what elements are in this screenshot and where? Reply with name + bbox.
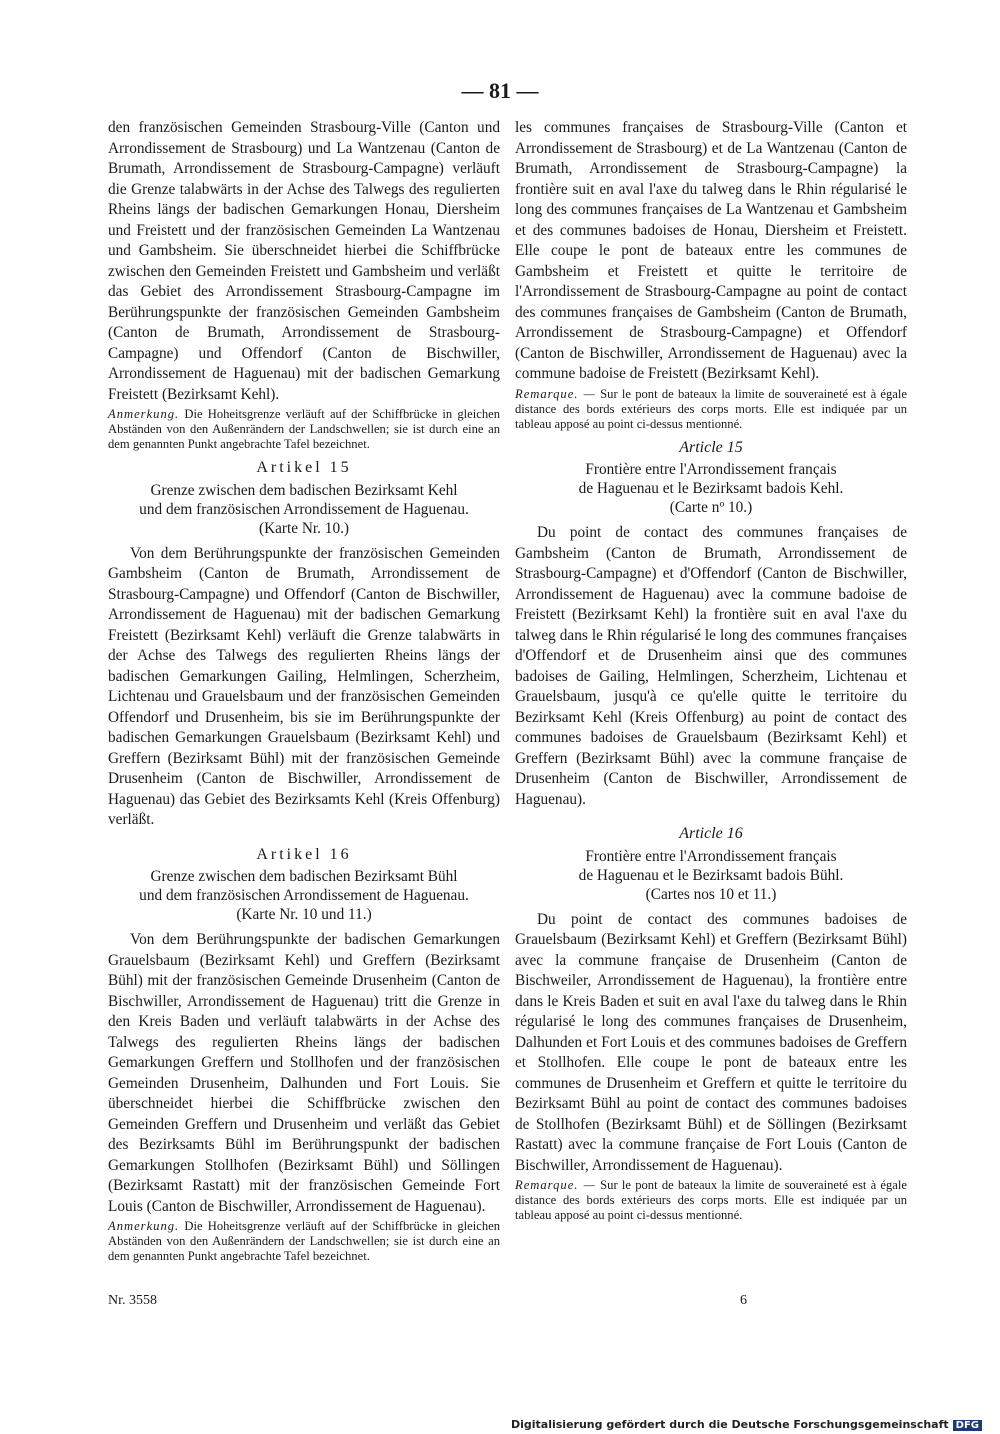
french-art15-line2: de Haguenau et le Bezirksamt badois Kehl. [578,480,844,497]
french-note-1-label: Remarque. — [515,386,596,401]
german-art16-line1: Grenze zwischen dem badischen Bezirksamt Bühl [150,868,458,885]
french-art15-line3: (Carte nº 10.) [669,499,753,516]
german-article-16-title [108,867,500,924]
french-note-2-label: Remarque. — [515,1178,596,1192]
dfg-credit [511,1418,982,1431]
german-note-2-text: Die Hoheitsgrenze verläuft auf der Schiffbrücke in gleichen Abständen von den Außenrändern der Landschwellen; sie ist durch eine an dem genannten Punkt angebrachte Tafel bezeichnet. [108,1219,501,1263]
french-article-16-title [515,847,907,904]
french-article-16-heading: Article 16 [679,825,743,842]
french-note-2-text: Sur le pont de bateaux la limite de souveraineté est à égale distance des bords extérieurs des corps morts. Elle est indiquée par un tableau apposé au point ci-dessus mentionné. [515,1178,907,1222]
german-art16-line3: (Karte Nr. 10 und 11.) [236,906,372,923]
german-note-1-text: Die Hoheitsgrenze verläuft auf der Schiffbrücke in gleichen Abständen von den Außenrändern der Landschwellen; sie ist durch eine an dem genannten Punkt angebrachte Tafel bezeichnet. [108,407,501,451]
german-article-15-title [108,481,500,538]
french-note-1 [515,387,907,432]
german-note-1 [108,407,500,452]
french-paragraph-3: Du point de contact des communes badoises de Grauelsbaum (Bezirksamt Kehl) et Greffern (Bezirksamt Bühl) avec la commune française de Drusenheim (Canton de Bischweiler, Arrondissement de Haguenau), la frontière entre dans le Kreis Baden et suit en aval l'axe du talweg dans le Rhin régularisé le long des communes françaises de Drusenheim, Dalhunden et Fort Louis et des communes badoises de Greffern et Stollhofen. Elle coupe le pont de bateaux entre les communes de Drusenheim et Greffern et quitte le territoire du Bezirksamt Bühl au point de contact des communes badoises de Stollhofen (Bezirksamt Bühl) et de Söllingen (Bezirksamt Rastatt) avec la commune française de Fort Louis (Canton de Bischwiller, Arrondissement de Haguenau). [515,910,907,1174]
french-art16-line1: Frontière entre l'Arrondissement français [585,847,837,865]
page-number: — 81 — [461,78,539,103]
german-paragraph-3: Von dem Berührungspunkte der badischen Gemarkungen Grauelsbaum (Bezirksamt Kehl) und Greffern (Bezirksamt Bühl) mit der französischen Gemeinde Drusenheim (Canton de Bischwiller, Arrondissement de Haguenau) tritt die Grenze in den Kreis Baden und verläuft talabwärts in der Achse des Talwegs des regulierten Rheins längs der badischen Gemarkungen Greffern und Stollhofen und der französischen Gemeinden Drusenheim, Dalhunden und Fort Louis. Sie überschneidet hierbei die Schiffbrücke zwischen den Gemeinden Greffern und Drusenheim und verläßt das Gebiet des Bezirksamts Bühl im Berührungspunkt der badischen Gemarkungen Stollhofen (Bezirksamt Bühl) und Söllingen (Bezirksamt Rastatt) mit der französischen Gemeinde Fort Louis (Canton de Bischwiller, Arrondissement de Haguenau). [108,931,500,1215]
french-art16-line2: de Haguenau et le Bezirksamt badois Bühl. [578,866,844,884]
french-article-15-title [515,460,907,517]
french-art15-line1: Frontière entre l'Arrondissement français [585,461,837,478]
french-paragraph-1: les communes françaises de Strasbourg-Ville (Canton et Arrondissement de Strasbourg) et de La Wantzenau (Canton de Brumath, Arrondissement de Strasbourg-Campagne) la frontière suit en aval l'axe du talweg dans le Rhin régularisé le long des communes françaises de La Wantzenau et Gambsheim et des communes badoises de Honau, Diersheim et Freistett. Elle coupe le pont de bateaux entre les communes de Gambsheim et Freistett et quitte le territoire de l'Arrondissement de Strasbourg-Campagne au point de contact des communes françaises de Gambsheim (Canton de Brumath, Arrondissement de Strasbourg-Campagne) et Offendorf (Canton de Bischwiller, Arrondissement de Haguenau) avec la commune badoise de Freistett (Bezirksamt Kehl). [515,119,907,382]
german-paragraph-2: Von dem Berührungspunkte der französischen Gemeinden Gambsheim (Canton de Brumath, Arrondissement de Strasbourg-Campagne) und Offendorf (Canton de Bischwiller, Arrondissement de Haguenau) mit der badischen Gemarkung Freistett (Bezirksamt Kehl) verläuft die Grenze talabwärts in der Achse des Talwegs des regulierten Rheins längs der badischen Gemarkungen Gailing, Helmlingen, Scherzheim, Lichtenau und Grauelsbaum und der französischen Gemeinden Offendorf und Drusenheim, bis sie im Berührungspunkte der badischen Gemarkungen Grauelsbaum (Bezirksamt Kehl) und Greffern (Bezirksamt Bühl) mit der französischen Gemeinde Drusenheim (Canton de Bischwiller, Arrondissement de Haguenau) das Gebiet des Bezirksamts Kehl (Kreis Offenburg) verläßt. [108,544,500,828]
german-column [108,118,500,1268]
dfg-logo-icon: DFG [953,1420,982,1431]
german-article-15-heading: Artikel 15 [256,459,352,476]
french-art16-line3: (Cartes nos 10 et 11.) [645,885,777,903]
french-column [515,118,907,1227]
german-art15-line1: Grenze zwischen dem badischen Bezirksamt Kehl [150,481,458,499]
german-note-2 [108,1219,500,1264]
french-paragraph-2: Du point de contact des communes françaises de Gambsheim (Canton de Brumath, Arrondissement de Strasbourg-Campagne) et d'Offendorf (Canton de Bischwiller, Arrondissement de Haguenau) avec la commune badoise de Freistett (Bezirksamt Kehl) la frontière suit en aval l'axe du talweg dans le Rhin régularisé le long des communes françaises d'Offendorf et de Drusenheim ainsi que des communes badoises de Gailing, Helmlingen, Scherzheim, Lichtenau et Grauelsbaum, jusqu'à ce qu'elle quitte le territoire du Bezirksamt Kehl (Kreis Offenburg) au point de contact des communes badoises de Grauelsbaum (Bezirksamt Kehl) et Greffern (Bezirksamt Bühl) avec la commune française de Drusenheim (Canton de Bischwiller, Arrondissement de Haguenau). [515,524,907,808]
french-note-1-text: Sur le pont de bateaux la limite de souveraineté est à égale distance des bords extérieurs des corps morts. Elle est indiquée par un tableau apposé au point ci-dessus mentionné. [515,386,907,431]
dfg-credit-text: Digitalisierung gefördert durch die Deutsche Forschungsgemeinschaft [510,1418,949,1431]
document-number: Nr. 3558 [108,1293,157,1308]
german-article-16-heading: Artikel 16 [256,845,352,863]
german-art15-line2: und dem französischen Arrondissement de Haguenau. [139,500,469,518]
german-paragraph-1: den französischen Gemeinden Strasbourg-Ville (Canton und Arrondissement de Strasbourg) und La Wantzenau (Canton de Brumath, Arrondissement de Strasbourg-Campagne) verläuft die Grenze talabwärts in der Achse des Talwegs des regulierten Rheins längs der badischen Gemarkungen Honau, Diersheim und Freistett und der französischen Gemeinden La Wantzenau und Gambsheim. Sie überschneidet hierbei die Schiffbrücke zwischen den Gemeinden Freistett und Gambsheim und verläßt das Gebiet des Arrondissement Strasbourg-Campagne im Berührungspunkte der französischen Gemeinden Gambsheim (Canton de Brumath, Arrondissement de Strasbourg-Campagne) und Offendorf (Canton de Bischwiller, Arrondissement de Haguenau) mit der badischen Gemarkung Freistett (Bezirksamt Kehl). [108,119,500,403]
german-art15-line3: (Karte Nr. 10.) [258,519,350,537]
signature-mark: 6 [740,1293,747,1308]
french-article-15-heading: Article 15 [679,438,743,456]
german-art16-line2: und dem französischen Arrondissement de Haguenau. [139,887,469,904]
german-note-2-label: Anmerkung. [108,1219,180,1233]
french-note-2 [515,1178,907,1223]
german-note-1-label: Anmerkung. [108,407,180,421]
